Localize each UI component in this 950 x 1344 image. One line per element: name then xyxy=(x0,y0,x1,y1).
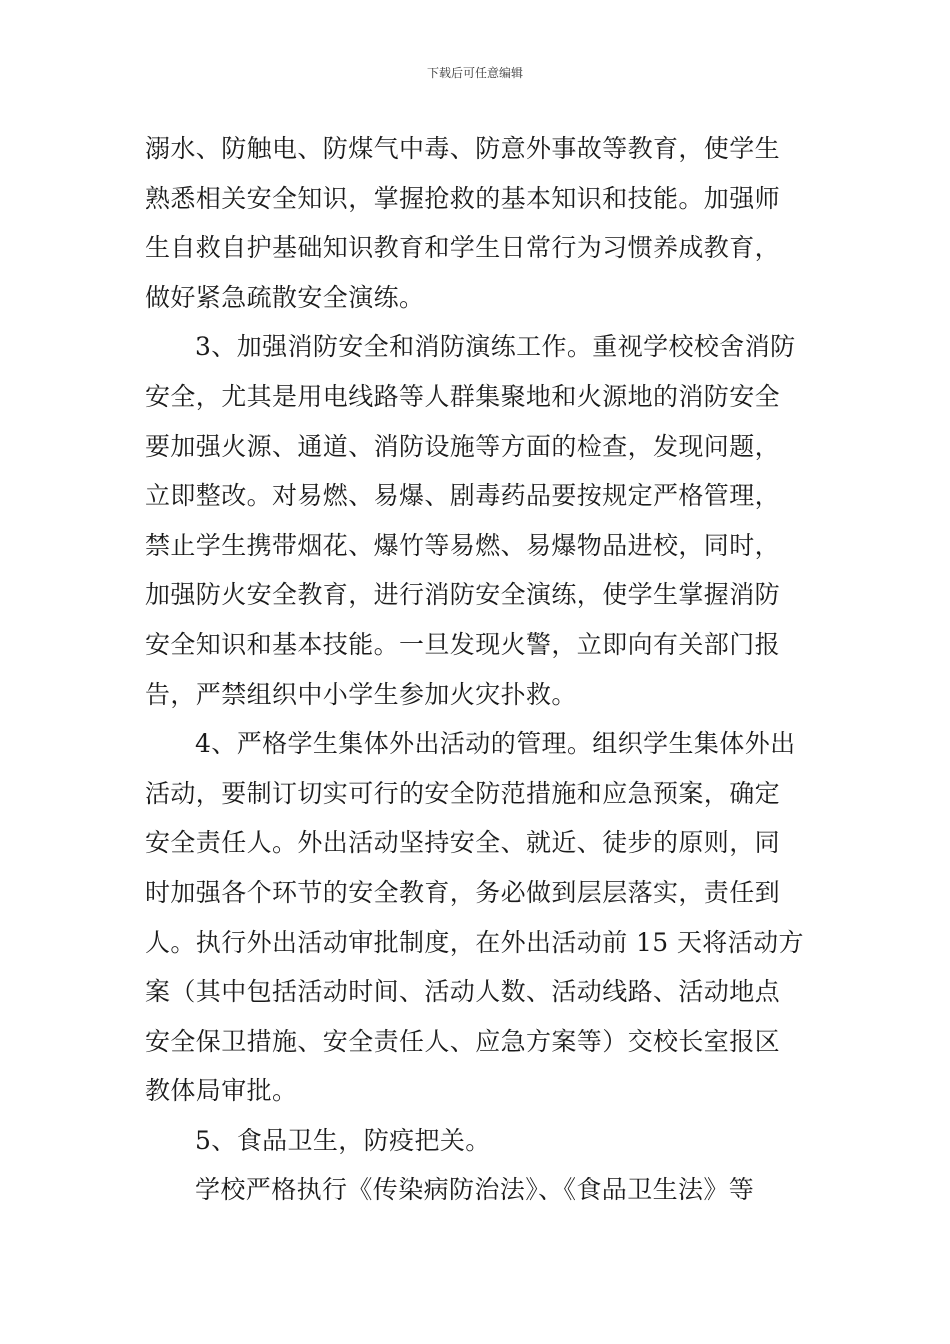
text-line: 告，严禁组织中小学生参加火灾扑救。 xyxy=(145,679,577,709)
text-line: 生自救自护基础知识教育和学生日常行为习惯养成教育， xyxy=(145,233,781,263)
text-line: 做好紧急疏散安全演练。 xyxy=(145,282,425,312)
text-line: 安全，尤其是用电线路等人群集聚地和火源地的消防安全 xyxy=(145,381,781,411)
paragraph-start-line: 5、食品卫生，防疫把关。 xyxy=(195,1125,491,1155)
paragraph-start-line: 学校严格执行《传染病防治法》、《食品卫生法》等 xyxy=(195,1175,755,1205)
document-body xyxy=(145,124,815,1215)
text-line: 活动，要制订切实可行的安全防范措施和应急预案，确定 xyxy=(145,778,781,808)
text-line: 加强防火安全教育，进行消防安全演练，使学生掌握消防 xyxy=(145,580,781,610)
text-line: 立即整改。对易燃、易爆、剧毒药品要按规定严格管理， xyxy=(145,481,781,511)
text-line: 教体局审批。 xyxy=(145,1076,298,1106)
text-line: 人。执行外出活动审批制度，在外出活动前 15 天将活动方 xyxy=(145,927,804,957)
text-line: 安全知识和基本技能。一旦发现火警，立即向有关部门报 xyxy=(145,629,781,659)
paragraph-start-line: 4、严格学生集体外出活动的管理。组织学生集体外出 xyxy=(195,729,796,759)
page-header: 下载后可任意编辑 xyxy=(426,66,523,80)
text-line: 时加强各个环节的安全教育，务必做到层层落实，责任到 xyxy=(145,877,781,907)
text-line: 案（其中包括活动时间、活动人数、活动线路、活动地点 xyxy=(145,977,781,1007)
text-line: 熟悉相关安全知识，掌握抢救的基本知识和技能。加强师 xyxy=(145,183,781,213)
text-line: 安全责任人。外出活动坚持安全、就近、徒步的原则，同 xyxy=(145,828,781,858)
text-line: 要加强火源、通道、消防设施等方面的检查，发现问题， xyxy=(145,431,781,461)
text-line: 禁止学生携带烟花、爆竹等易燃、易爆物品进校，同时， xyxy=(145,530,781,560)
text-line: 安全保卫措施、安全责任人、应急方案等）交校长室报区 xyxy=(145,1026,781,1056)
paragraph-start-line: 3、加强消防安全和消防演练工作。重视学校校舍消防 xyxy=(195,332,796,362)
text-line: 溺水、防触电、防煤气中毒、防意外事故等教育，使学生 xyxy=(145,134,781,163)
